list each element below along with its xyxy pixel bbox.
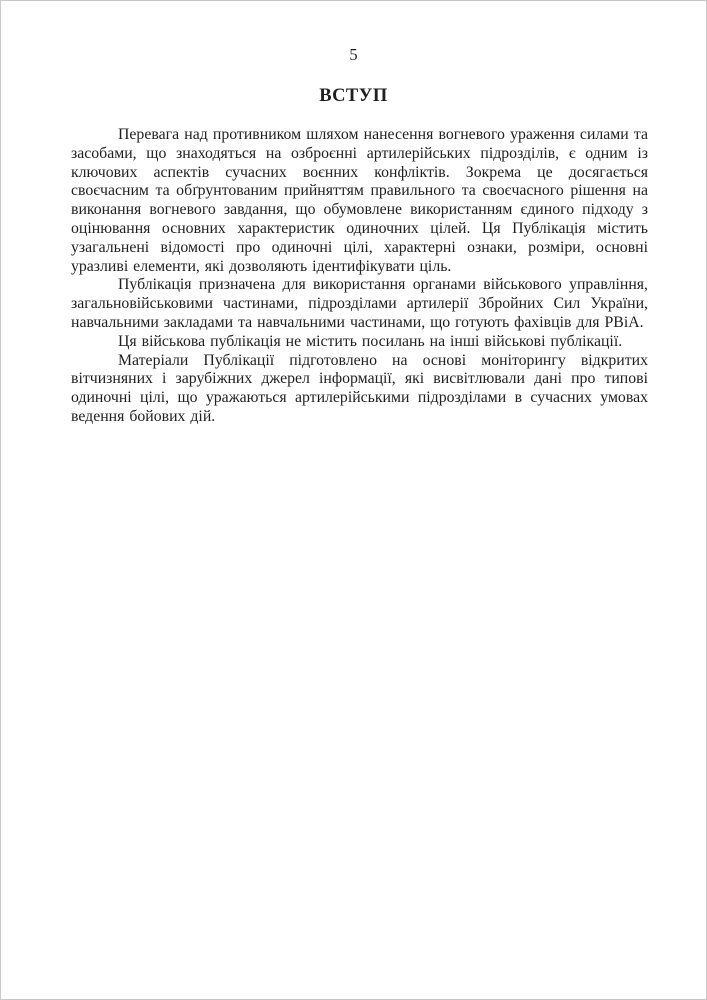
- paragraphs: [1, 126, 706, 427]
- body-paragraph: Матеріали Публікації підготовлено на основі моніторингу відкритих вітчизняних і зарубіжних джерел інформації, які висвітлювали дані про типові одиночні цілі, що уражаються артилерійськими підрозділами в сучасних умовах ведення бойових дій.: [71, 351, 648, 425]
- page-number: 5: [349, 45, 358, 64]
- body-paragraph: Перевага над противником шляхом нанесення вогневого ураження силами та засобами, що знаходяться на озброєнні артилерійських підрозділів, є одним із ключових аспектів сучасних воєнних конфліктів. Зокрема це досягається своєчасним та обґрунтованим прийняттям правильного та своєчасного рішення на виконання вогневого завдання, що обумовлене використанням єдиного підходу з оцінювання основних характеристик одиночних цілей. Ця Публікація містить узагальнені відомості про одиночні цілі, характерні ознаки, розміри, основні уразливі елементи, які дозволяють ідентифікувати ціль.: [71, 126, 648, 275]
- body-paragraph: Публікація призначена для використання органами військового управління, загальновійськовими частинами, підрозділами артилерії Збройних Сил України, навчальними закладами та навчальними частинами, що готують фахівців для РВіА.: [71, 276, 648, 331]
- body-paragraph: Ця військова публікація не містить посилань на інші військові публікації.: [118, 332, 623, 350]
- section-title: ВСТУП: [319, 86, 388, 106]
